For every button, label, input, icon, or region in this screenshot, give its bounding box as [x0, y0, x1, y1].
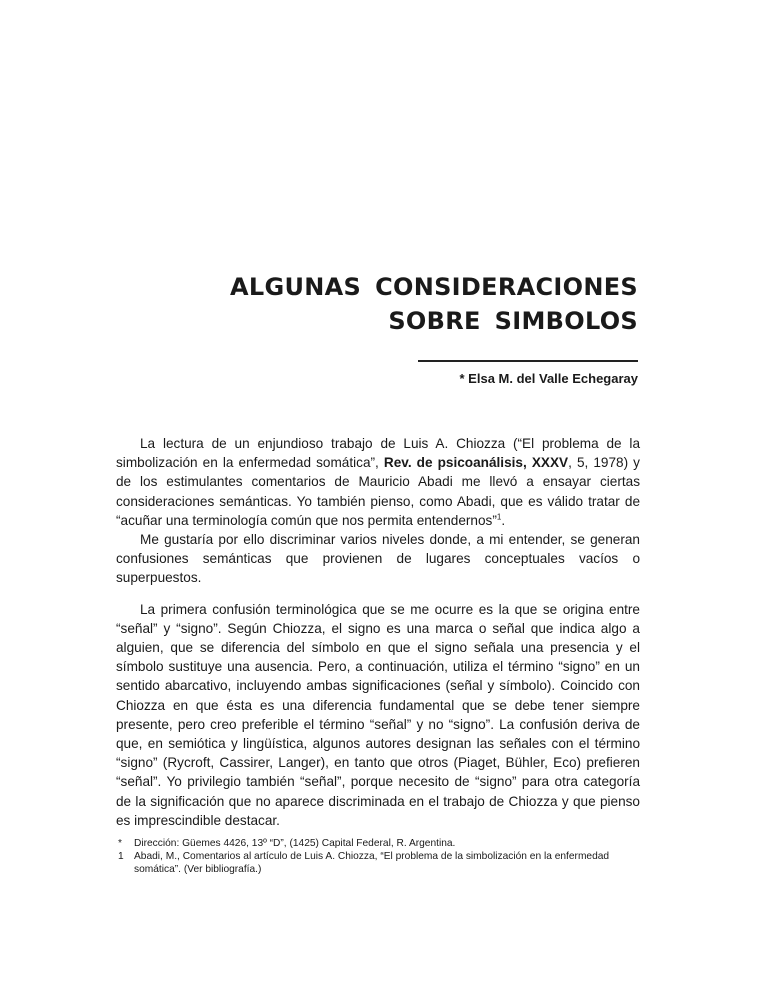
paragraph-3: La primera confusión terminológica que se me ocurre es la que se origina entre “señal” y “signo”. Según Chiozza, el signo es una marca o señal que indica algo a alguien, que se diferencia del símbolo en que el signo señala una presencia y el símbolo sustituye una ausencia. Pero, a continuación, utiliza el término “signo” en un sentido abarcativo, incluyendo ambas significaciones (señal y símbolo). Coincido con Chiozza en que ésta es una diferencia fundamental que se debe tener siempre presente, pero creo preferible el término “señal” y no “signo”. La confusión deriva de que, en semiótica y lingüística, algunos autores designan las señales con el término “signo” (Rycroft, Cassirer, Langer), en tanto que otros (Piaget, Bühler, Eco) prefieren “señal”. Yo privilegio también “señal”, porque necesito de “signo” para otra categoría de la significación que no aparece discriminada en el trabajo de Chiozza y que pienso es imprescindible destacar. [116, 601, 640, 828]
footnote [116, 850, 640, 876]
footnote-text: Abadi, M., Comentarios al artículo de Luis A. Chiozza, “El problema de la simbolización en la enfermedad somática”. (Ver bibliografía.) [134, 851, 610, 875]
footnote-text: Dirección: Güemes 4426, 13º “D”, (1425) Capital Federal, R. Argentina. [134, 838, 456, 849]
footnote-ref: 1 [496, 512, 502, 522]
article-title [230, 270, 638, 338]
text-run: . [501, 512, 506, 528]
footnote-mark: 1 [118, 851, 124, 862]
text-run: , 5, 1978) y de los estimulantes comentarios de Mauricio Abadi me llevó a ensayar ciertas consideraciones semánticas. Yo también pienso, como Abadi, que es válido tratar de “acuñar una terminología común que nos permita entendernos” [116, 455, 640, 528]
paragraph-2: Me gustaría por ello discriminar varios niveles donde, a mi entender, se generan confusiones semánticas que provienen de lugares conceptuales vacíos o superpuestos. [116, 532, 640, 586]
title-line-1 [230, 270, 638, 304]
footnotes [116, 837, 640, 876]
paragraph-1 [116, 434, 640, 530]
title-line-2 [230, 304, 638, 338]
title-word: ALGUNAS [229, 273, 362, 301]
author-rule [418, 360, 638, 362]
title-word: SOBRE [388, 307, 481, 335]
footnote-mark: * [118, 838, 122, 849]
text-run: La lectura de un enjundioso trabajo de Luis A. Chiozza (“El problema de la simbolización en la enfermedad somática”, [116, 436, 640, 471]
title-word: SIMBOLOS [494, 307, 638, 335]
author-name: * Elsa M. del Valle Echegaray [459, 371, 638, 386]
title-word: CONSIDERACIONES [375, 273, 638, 301]
journal-reference: Rev. de psicoanálisis, XXXV [383, 455, 569, 471]
article-body [116, 434, 640, 830]
footnote [116, 837, 640, 850]
